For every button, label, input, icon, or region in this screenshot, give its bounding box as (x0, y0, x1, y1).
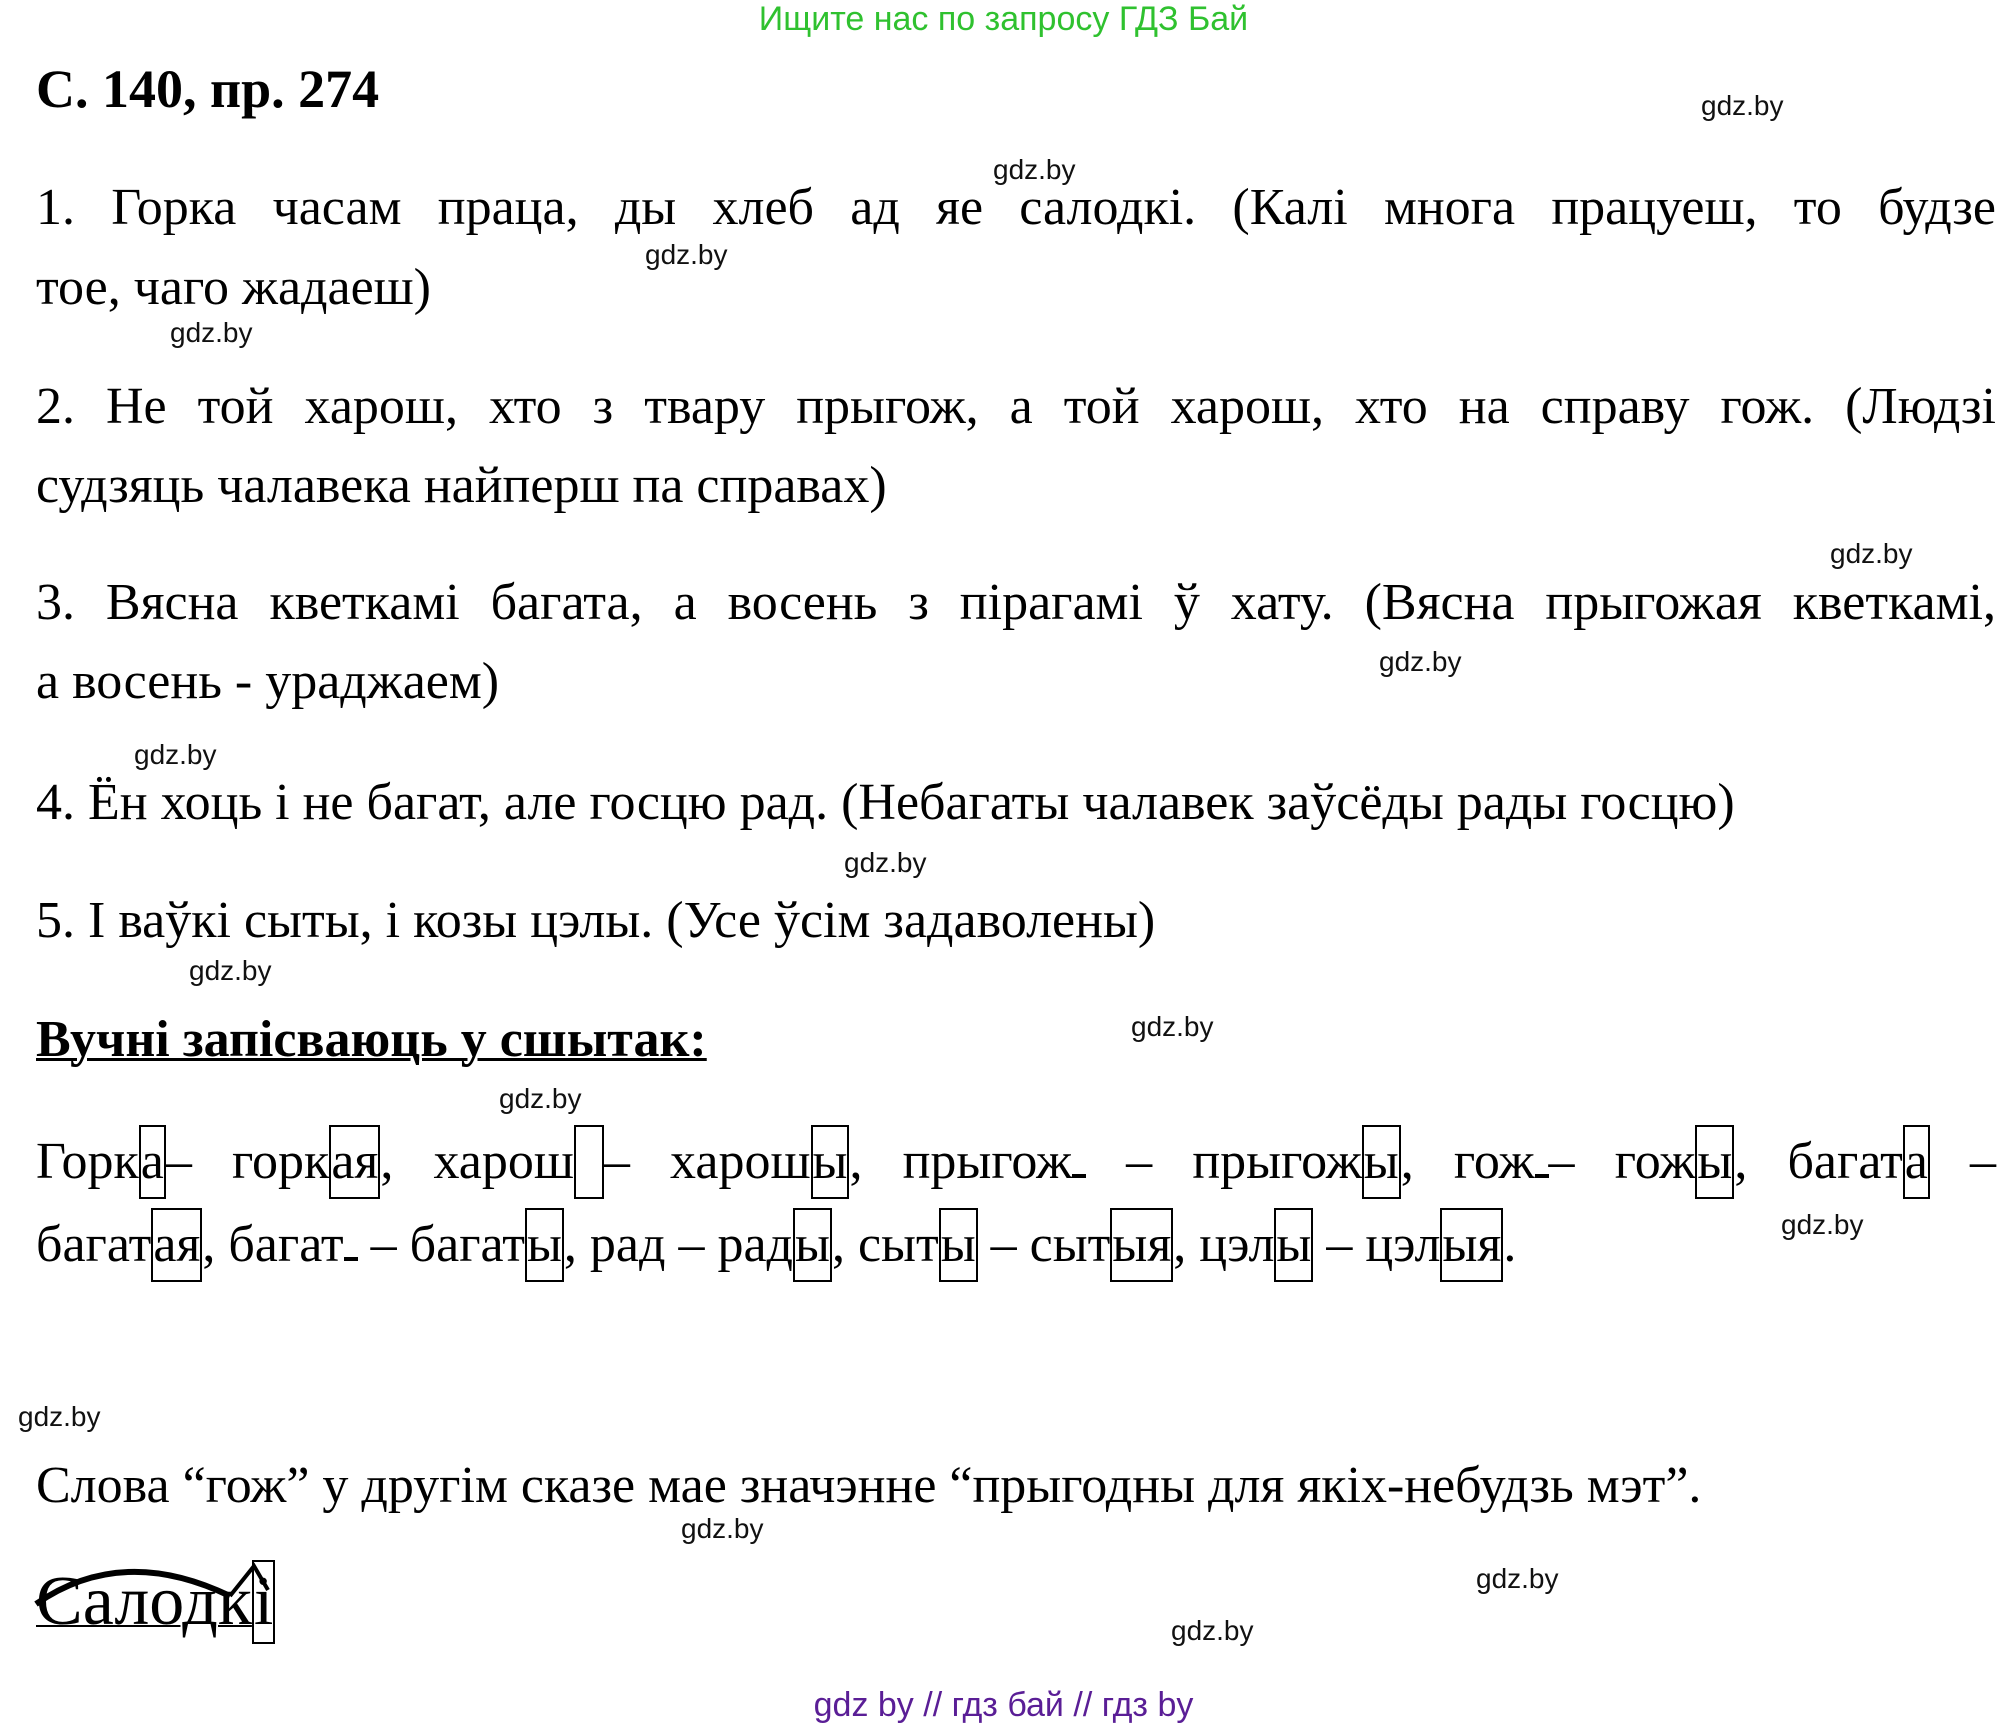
text-segment: – харош (603, 1133, 811, 1190)
boxed-ending: ы (811, 1125, 850, 1199)
text-segment: , сыт (831, 1216, 939, 1273)
boxed-ending (574, 1125, 604, 1199)
watermark: gdz.by (1701, 90, 1784, 121)
text-segment: , гож (1400, 1133, 1535, 1190)
boxed-ending (1072, 1174, 1086, 1178)
text-segment: , харош (380, 1133, 574, 1190)
watermark: gdz.by (170, 317, 253, 348)
boxed-ending: ы (1274, 1208, 1313, 1282)
item-1-line-2: тое, чаго жадаеш) (36, 259, 432, 316)
boxed-line-1 (36, 1122, 1996, 1202)
boxed-ending: а (139, 1125, 166, 1199)
section-heading: Вучні запісваюць у сшытак: (36, 1011, 707, 1068)
item-3-line-2: а восень - ураджаем) (36, 653, 500, 710)
watermark: gdz.by (1379, 646, 1462, 677)
text-segment: – сыт (977, 1216, 1111, 1273)
watermark: gdz.by (1781, 1209, 1864, 1240)
watermark: gdz.by (681, 1513, 764, 1544)
text-segment: – прыгож (1086, 1133, 1362, 1190)
boxed-ending: а (1903, 1125, 1930, 1199)
page-title: С. 140, пр. 274 (36, 59, 380, 119)
item-1-line-1: 1. Горка часам праца, ды хлеб ад яе салодкі. (Калі многа працуеш, то будзе (36, 179, 1996, 236)
text-segment: , прыгож (849, 1133, 1073, 1190)
text-segment: – (1929, 1133, 1997, 1190)
boxed-ending: ая (151, 1208, 202, 1282)
item-4: 4. Ён хоць і не багат, але госцю рад. (Небагаты чалавек заўсёды рады госцю) (36, 774, 1735, 831)
boxed-ending: ыя (1440, 1208, 1503, 1282)
text-segment: , багат (1734, 1133, 1903, 1190)
text-segment: – гож (1548, 1133, 1696, 1190)
text-segment: , рад – рад (563, 1216, 793, 1273)
item-5: 5. І ваўкі сыты, і козы цэлы. (Усе ўсім задаволены) (36, 892, 1156, 949)
watermark: gdz.by (1476, 1563, 1559, 1594)
boxed-ending (344, 1257, 358, 1261)
item-3-line-1: 3. Вясна кветкамі багата, а восень з пірагамі ў хату. (Вясна прыгожая кветкамі, (36, 574, 1996, 631)
watermark: gdz.by (844, 847, 927, 878)
morpheme-analysis (36, 1560, 275, 1644)
boxed-ending: ы (1362, 1125, 1401, 1199)
text-segment: . (1503, 1216, 1517, 1273)
watermark: gdz.by (134, 739, 217, 770)
watermark: gdz.by (993, 154, 1076, 185)
boxed-ending: ыя (1110, 1208, 1173, 1282)
boxed-ending (1535, 1174, 1549, 1178)
text-segment: – цэл (1313, 1216, 1441, 1273)
boxed-ending: ы (939, 1208, 978, 1282)
boxed-ending: ы (525, 1208, 564, 1282)
watermark: gdz.by (499, 1083, 582, 1114)
boxed-ending: ы (793, 1208, 832, 1282)
boxed-line-2 (36, 1205, 1996, 1285)
text-segment: – горк (165, 1133, 330, 1190)
watermark: gdz.by (1171, 1615, 1254, 1646)
watermark: gdz.by (1830, 538, 1913, 569)
watermark: gdz.by (645, 239, 728, 270)
boxed-ending: ы (1695, 1125, 1734, 1199)
item-2-line-2: судзяць чалавека найперш па справах) (36, 457, 887, 514)
text-segment: , цэл (1173, 1216, 1275, 1273)
meaning-sentence: Слова “гож” у другім сказе мае значэнне “прыгодны для якіх-небудзь мэт”. (36, 1457, 1702, 1514)
item-2-line-1: 2. Не той харош, хто з твару прыгож, а той харош, хто на справу гож. (Людзі (36, 378, 1996, 435)
word-ending: і (252, 1560, 275, 1644)
text-segment: , багат (202, 1216, 344, 1273)
text-segment: – багат (357, 1216, 525, 1273)
search-banner: Ищите нас по запросу ГДЗ Бай (758, 0, 1249, 38)
text-segment: багат (36, 1216, 152, 1273)
watermark: gdz.by (189, 955, 272, 986)
watermark: gdz.by (1131, 1011, 1214, 1042)
word-stem: Салодк (36, 1563, 252, 1640)
text-segment: Горк (36, 1133, 139, 1190)
watermark: gdz.by (18, 1401, 101, 1432)
boxed-ending: ая (329, 1125, 380, 1199)
footer-links: gdz by // гдз бай // гдз by (813, 1686, 1194, 1724)
root-arc-icon (32, 1554, 312, 1614)
